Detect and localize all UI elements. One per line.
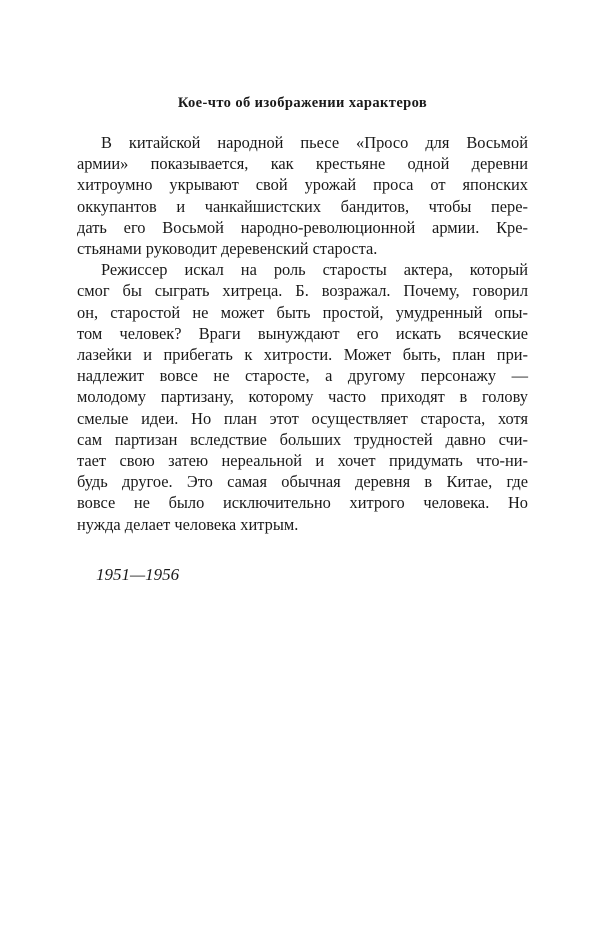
paragraph-1 — [77, 132, 528, 259]
text-line: сам партизан вследствие больших трудностей давно счи- — [77, 429, 528, 449]
paragraph-2 — [77, 259, 528, 535]
date-line: 1951—1956 — [96, 564, 180, 584]
page-content — [77, 93, 528, 586]
text-line: нужда делает человека хитрым. — [77, 514, 299, 534]
text-line: том человек? Враги вынуждают его искать всяческие — [77, 323, 528, 343]
text-line: Режиссер искал на роль старосты актера, который — [101, 260, 528, 280]
text-line: вовсе не было исключительно хитрого человека. Но — [77, 493, 528, 513]
text-line: стьянами руководит деревенский староста. — [77, 239, 378, 259]
text-line: тает свою затею нереальной и хочет придумать что-ни- — [77, 451, 528, 471]
text-line: смелые идеи. Но план этот осуществляет староста, хотя — [77, 408, 528, 428]
text-line: молодому партизану, которому часто приходят в голову — [77, 387, 528, 407]
text-line: смог бы сыграть хитреца. Б. возражал. Почему, говорил — [77, 281, 528, 301]
text-line: дать его Восьмой народно-революционной армии. Кре- — [77, 217, 528, 237]
text-line: оккупантов и чанкайшистских бандитов, чтобы пере- — [77, 196, 528, 216]
text-line: хитроумно укрывают свой урожай проса от японских — [77, 175, 528, 195]
section-heading: Кое-что об изображении характеров — [177, 95, 428, 111]
text-line: В китайской народной пьесе «Просо для Восьмой — [101, 133, 528, 152]
text-line: надлежит вовсе не старосте, а другому персонажу — — [77, 366, 528, 386]
text-line: будь другое. Это самая обычная деревня в Китае, где — [77, 472, 528, 492]
text-line: лазейки и прибегать к хитрости. Может быть, план при- — [77, 345, 528, 365]
text-line: армии» показывается, как крестьяне одной деревни — [77, 154, 528, 174]
text-line: он, старостой не может быть простой, умудренный опы- — [77, 302, 528, 322]
